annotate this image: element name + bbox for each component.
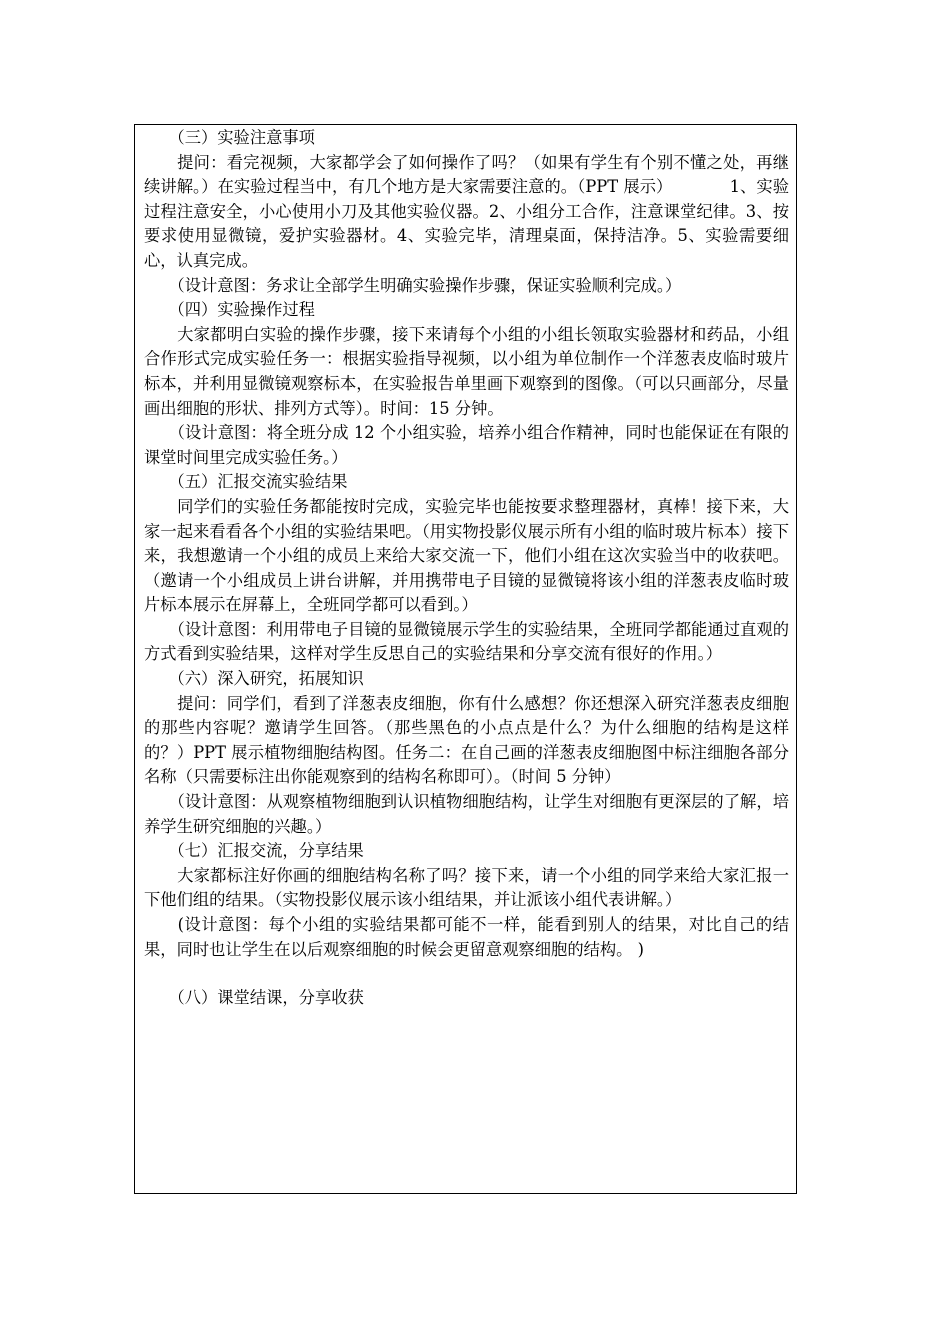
- paragraph: 同学们的实验任务都能按时完成，实验完毕也能按要求整理器材，真棒！接下来，大家一起来看看各个小组的实验结果吧。（用实物投影仪展示所有小组的临时玻片标本）接下来，我想邀请一个小组的成员上来给大家交流一下，他们小组在这次实验当中的收获吧。（邀请一个小组成员上讲台讲解，并用携带电子目镜的显微镜将该小组的洋葱表皮临时玻片标本展示在屏幕上，全班同学都可以看到。）: [144, 496, 789, 615]
- section-heading: （八）课堂结课，分享收获: [144, 988, 364, 1008]
- design-intent-paragraph: (设计意图：每个小组的实验结果都可能不一样，能看到别人的结果，对比自己的结果，同时也让学生在以后观察细胞的时候会更留意观察细胞的结构。 ): [144, 915, 789, 959]
- paragraph: 提问：看完视频，大家都学会了如何操作了吗？（如果有学生有个别不懂之处，再继续讲解。）在实验过程当中，有几个地方是大家需要注意的。（PPT 展示） 1、实验过程注意安全，小心使用小刀及其他实验仪器。2、小组分工合作，注意课堂纪律。3、按要求使用显微镜，爱护实验器材。4、实验完毕，清理桌面，保持洁净。5、实验需要细心，认真完成。: [144, 152, 789, 270]
- paragraph: 大家都明白实验的操作步骤，接下来请每个小组的小组长领取实验器材和药品，小组合作形式完成实验任务一：根据实验指导视频，以小组为单位制作一个洋葱表皮临时玻片标本，并利用显微镜观察标本，在实验报告单里画下观察到的图像。（可以只画部分，尽量画出细胞的形状、排列方式等）。时间：15 分钟。: [144, 324, 789, 418]
- design-intent-paragraph: （设计意图：从观察植物细胞到认识植物细胞结构，让学生对细胞有更深层的了解，培养学生研究细胞的兴趣。）: [144, 792, 789, 836]
- section-heading: （六）深入研究，拓展知识: [144, 669, 364, 689]
- design-intent-paragraph: （设计意图：务求让全部学生明确实验操作步骤，保证实验顺利完成。）: [144, 275, 682, 295]
- design-intent-paragraph: （设计意图：将全班分成 12 个小组实验，培养小组合作精神，同时也能保证在有限的课堂时间里完成实验任务。）: [144, 423, 789, 467]
- blank-line: [144, 962, 789, 986]
- section-heading: （四）实验操作过程: [144, 300, 315, 320]
- paragraph: 提问：同学们，看到了洋葱表皮细胞，你有什么感想？你还想深入研究洋葱表皮细胞的那些内容呢？邀请学生回答。（那些黑色的小点点是什么？为什么细胞的结构是这样的？）PPT 展示植物细胞结构图。任务二：在自己画的洋葱表皮细胞图中标注细胞各部分名称（只需要标注出你能观察到的结构名称即可）。（时间 5 分钟）: [144, 693, 789, 787]
- document-body: [144, 126, 789, 1011]
- section-heading: （七）汇报交流，分享结果: [144, 841, 364, 861]
- section-heading: （五）汇报交流实验结果: [144, 472, 348, 492]
- section-heading: （三）实验注意事项: [144, 128, 315, 147]
- paragraph: 大家都标注好你画的细胞结构名称了吗？接下来，请一个小组的同学来给大家汇报一下他们组的结果。（实物投影仪展示该小组结果，并让派该小组代表讲解。）: [144, 865, 789, 910]
- design-intent-paragraph: （设计意图：利用带电子目镜的显微镜展示学生的实验结果，全班同学都能通过直观的方式看到实验结果，这样对学生反思自己的实验结果和分享交流有很好的作用。）: [144, 619, 789, 664]
